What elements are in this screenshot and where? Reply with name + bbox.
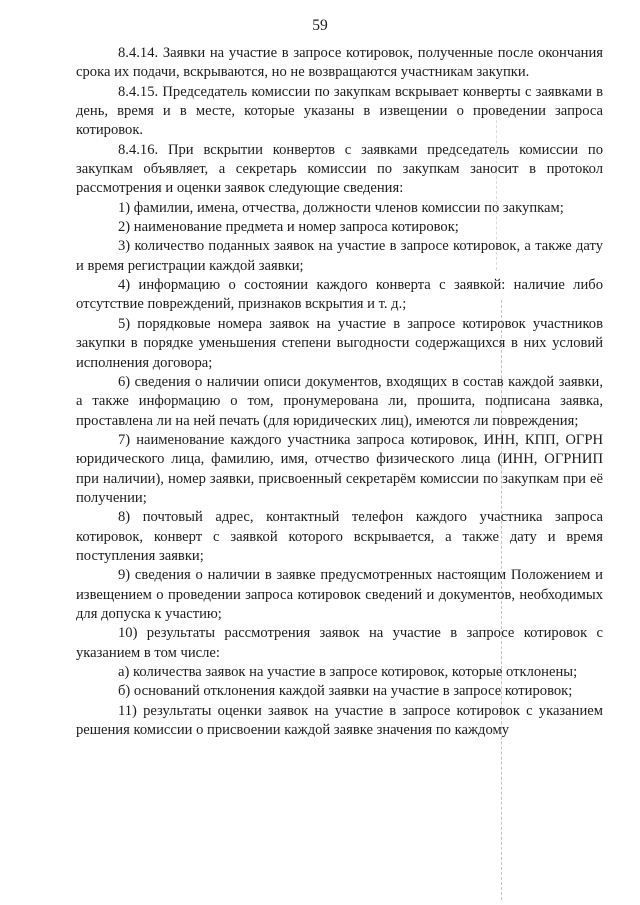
list-item-2: 2) наименование предмета и номер запроса котировок;	[118, 219, 459, 236]
paragraph-8-4-15: 8.4.15. Председатель комиссии по закупкам вскрывает конверты с заявками в день, время и в месте, которые указаны в извещении о проведении запроса котировок.	[76, 83, 603, 139]
list-item-9: 9) сведения о наличии в заявке предусмотренных настоящим Положением и извещением о проведении запроса котировок сведений и документов, необходимых для допуска к участию;	[76, 567, 603, 622]
document-body	[76, 44, 603, 740]
list-item-5: 5) порядковые номера заявок на участие в запросе котировок участников закупки в порядке уменьшения степени выгодности содержащихся в них условий исполнения договора;	[76, 315, 603, 371]
list-item-10: 10) результаты рассмотрения заявок на участие в запросе котировок с указанием в том числе:	[76, 625, 603, 661]
paragraph-8-4-16: 8.4.16. При вскрытии конвертов с заявками председатель комиссии по закупкам объявляет, а секретарь комиссии по закупкам заносит в протокол рассмотрения и оценки заявок следующие сведения:	[76, 141, 603, 197]
list-subitem-b: б) оснований отклонения каждой заявки на участие в запросе котировок;	[118, 683, 573, 700]
list-item-1: 1) фамилии, имена, отчества, должности членов комиссии по закупкам;	[118, 199, 564, 216]
list-item-7: 7) наименование каждого участника запроса котировок, ИНН, КПП, ОГРН юридического лица, фамилию, имя, отчество физического лица (ИНН, ОГРНИП при наличии), номер заявки, присвоенный секретарём комиссии по закупкам при её получении;	[76, 431, 603, 506]
list-item-4: 4) информацию о состоянии каждого конверта с заявкой: наличие либо отсутствие повреждений, признаков вскрытия и т. д.;	[76, 277, 603, 313]
list-item-3: 3) количество поданных заявок на участие в запросе котировок, а также дату и время регистрации каждой заявки;	[76, 238, 603, 274]
paragraph-8-4-14: 8.4.14. Заявки на участие в запросе котировок, полученные после окончания срока их подачи, вскрываются, но не возвращаются участникам закупки.	[76, 45, 603, 81]
list-subitem-a: а) количества заявок на участие в запросе котировок, которые отклонены;	[118, 664, 578, 680]
list-item-11: 11) результаты оценки заявок на участие в запросе котировок с указанием решения комиссии о присвоении каждой заявке значения по каждому	[76, 702, 603, 739]
list-item-8: 8) почтовый адрес, контактный телефон каждого участника запроса котировок, конверт с заявкой которого вскрывается, а также дату и время поступления заявки;	[76, 509, 603, 564]
list-item-6: 6) сведения о наличии описи документов, входящих в состав каждой заявки, а также информацию о том, пронумерована ли, прошита, подписана заявка, проставлена ли на ней печать (для юридических лиц), имеются ли повреждения;	[76, 373, 603, 429]
page-number: 59	[312, 17, 328, 34]
